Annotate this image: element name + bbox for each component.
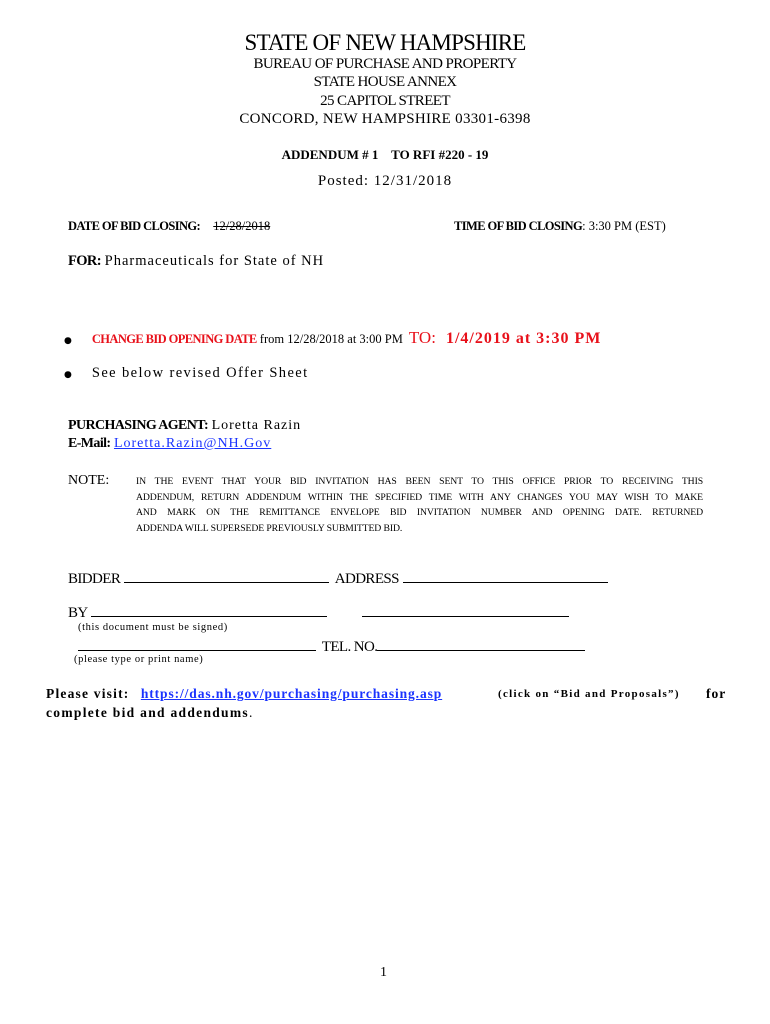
email-link[interactable]: Loretta.Razin@NH.Gov [113,436,272,451]
bid-closing-time-value: : 3:30 PM (EST) [582,219,666,233]
agent-email [68,436,271,452]
bullet-icon: ● [64,370,72,380]
printed-name-field[interactable] [78,636,316,651]
street-line: 25 CAPITOL STREET [320,93,450,109]
posted-date: Posted: 12/31/2018 [317,173,453,189]
bullet-item-offer-sheet [64,364,309,382]
print-note: (please type or print name) [74,654,204,665]
note-line: ADDENDUM, RETURN ADDENDUM WITHIN THE SPECIFIED TIME WITH ANY CHANGES YOU MAY WISH TO MAKE [136,491,703,503]
note-label: NOTE: [68,473,110,488]
signed-note: (this document must be signed) [78,622,228,633]
purchasing-agent [68,418,301,434]
for-value: Pharmaceuticals for State of NH [104,253,325,269]
note-line: AND MARK ON THE REMITTANCE ENVELOPE BID INVITATION NUMBER AND OPENING DATE. RETURNED [136,507,703,518]
signature-field[interactable] [91,602,327,617]
visit-line [46,686,442,702]
click-note: (click on “Bid and Proposals”) [498,688,680,700]
tel-label: TEL. NO. [321,639,378,655]
purchasing-agent-label: PURCHASING AGENT: [68,418,209,433]
for-word: for [706,686,727,701]
change-bid-to: TO: [408,328,436,347]
by-row [68,602,327,622]
bidder-row [68,568,608,588]
note-line: ADDENDA WILL SUPERSEDE PREVIOUSLY SUBMITTED BID. [136,522,403,534]
address-row-2 [362,602,569,622]
address-field-2[interactable] [362,602,569,617]
page-number: 1 [380,965,387,980]
by-label: BY [68,605,88,621]
complete-period: . [248,705,253,720]
note-body [136,474,703,536]
note-line: IN THE EVENT THAT YOUR BID INVITATION HAS BEEN SENT TO THIS OFFICE PRIOR TO RECEIVING THIS [136,476,703,487]
purchasing-agent-name: Loretta Razin [211,418,302,433]
change-bid-old-date: from 12/28/2018 at 3:00 PM [256,332,403,346]
address-label: ADDRESS [334,571,399,587]
bidder-label: BIDDER [68,571,121,587]
tel-field[interactable] [377,636,585,651]
addendum-heading: ADDENDUM # 1 TO RFI #220 - 19 [281,147,489,162]
bid-closing-time [454,219,666,234]
bid-closing-date-value: 12/28/2018 [213,219,271,233]
city-line: CONCORD, NEW HAMPSHIRE 03301-6398 [239,111,531,127]
purchasing-url-link[interactable]: https://das.nh.gov/purchasing/purchasing.asp [140,686,443,701]
complete-text: complete bid and addendums [46,705,249,720]
email-label: E-Mail: [68,436,111,451]
page-title: STATE OF NEW HAMPSHIRE [244,30,526,55]
bullet-icon: ● [64,336,72,346]
name-tel-row [78,636,585,656]
offer-sheet-text: See below revised Offer Sheet [91,365,309,381]
change-bid-new-date: 1/4/2019 at 3:30 PM [445,330,602,347]
bureau-line: BUREAU OF PURCHASE AND PROPERTY [253,56,517,72]
complete-line [46,705,252,721]
bidder-field[interactable] [124,568,329,583]
visit-label: Please visit: [46,686,130,701]
bid-closing-date [68,219,270,234]
change-bid-label: CHANGE BID OPENING DATE [91,332,257,346]
for-label: FOR: [68,253,102,269]
bid-closing-date-label: DATE OF BID CLOSING: [68,219,201,233]
bid-closing-time-label: TIME OF BID CLOSING [454,219,583,233]
address-field[interactable] [403,568,608,583]
bullet-item-change-date [64,328,601,348]
annex-line: STATE HOUSE ANNEX [313,74,457,90]
for-line [68,253,324,270]
